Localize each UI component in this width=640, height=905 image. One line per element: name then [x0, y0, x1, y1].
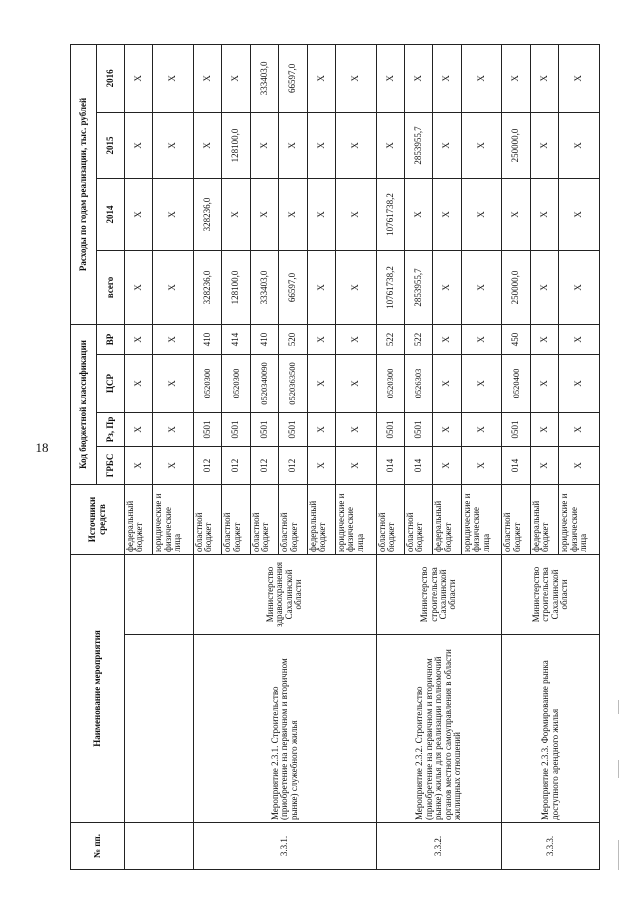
y2015-cell: 128100,0	[222, 112, 250, 178]
grbs-cell: Х	[335, 446, 376, 484]
scan-mark	[618, 700, 619, 714]
header-grbs: ГРБС	[97, 446, 125, 484]
source-cell: областной бюджет	[405, 484, 433, 554]
csr-cell: 0520400	[502, 354, 530, 412]
vr-cell: 410	[194, 324, 222, 354]
y2016-cell: Х	[194, 44, 222, 112]
header-csr: ЦСР	[97, 354, 125, 412]
grbs-cell: Х	[530, 446, 558, 484]
rzpr-cell: Х	[153, 412, 194, 446]
executor: Министерство строительства Сахалинской области	[376, 554, 502, 634]
y2014-cell: Х	[307, 178, 335, 250]
executor: Министерство здравоохранения Сахалинской области	[194, 554, 377, 634]
executor: Министерство строительства Сахалинской области	[502, 554, 600, 634]
source-cell: юридические и физические лица	[559, 484, 600, 554]
y2016-cell: Х	[376, 44, 404, 112]
grbs-cell: 012	[250, 446, 278, 484]
y2014-cell: Х	[502, 178, 530, 250]
vr-cell: Х	[153, 324, 194, 354]
csr-cell: Х	[335, 354, 376, 412]
y2016-cell: 333403,0	[250, 44, 278, 112]
source-cell: федеральный бюджет	[307, 484, 335, 554]
header-vr: ВР	[97, 324, 125, 354]
grbs-cell: 014	[376, 446, 404, 484]
source-cell: федеральный бюджет	[125, 484, 153, 554]
y2015-cell: Х	[307, 112, 335, 178]
total-cell: 333403,0	[250, 250, 278, 324]
total-cell: Х	[461, 250, 502, 324]
source-cell: областной бюджет	[194, 484, 222, 554]
y2016-cell: Х	[502, 44, 530, 112]
y2016-cell: Х	[461, 44, 502, 112]
source-cell: юридические и физические лица	[153, 484, 194, 554]
y2014-cell: Х	[461, 178, 502, 250]
y2014-cell: Х	[335, 178, 376, 250]
row-name-empty	[125, 635, 194, 823]
vr-cell: 414	[222, 324, 250, 354]
csr-cell: Х	[433, 354, 461, 412]
y2014-cell: Х	[125, 178, 153, 250]
row-num: 3.3.1.	[194, 823, 377, 870]
y2015-cell: Х	[153, 112, 194, 178]
table-row	[194, 44, 222, 869]
page-number: 18	[35, 440, 49, 455]
rzpr-cell: Х	[433, 412, 461, 446]
rzpr-cell: 0501	[502, 412, 530, 446]
y2014-cell: Х	[279, 178, 307, 250]
y2016-cell: 66597,0	[279, 44, 307, 112]
header-expenses: Расходы по годам реализации, тыс. рублей	[71, 44, 97, 324]
y2015-cell: Х	[530, 112, 558, 178]
vr-cell: Х	[530, 324, 558, 354]
rzpr-cell: 0501	[194, 412, 222, 446]
vr-cell: Х	[335, 324, 376, 354]
vr-cell: 410	[250, 324, 278, 354]
total-cell: Х	[559, 250, 600, 324]
csr-cell: Х	[125, 354, 153, 412]
scan-mark	[618, 840, 619, 870]
csr-cell: 0520300	[194, 354, 222, 412]
rzpr-cell: 0501	[222, 412, 250, 446]
grbs-cell: 012	[222, 446, 250, 484]
csr-cell: Х	[153, 354, 194, 412]
y2015-cell: Х	[335, 112, 376, 178]
rzpr-cell: Х	[461, 412, 502, 446]
rzpr-cell: Х	[335, 412, 376, 446]
vr-cell: Х	[433, 324, 461, 354]
total-cell: 66597,0	[279, 250, 307, 324]
y2014-cell: Х	[559, 178, 600, 250]
y2016-cell: Х	[307, 44, 335, 112]
y2015-cell: Х	[376, 112, 404, 178]
y2014-cell: 328236,0	[194, 178, 222, 250]
y2014-cell: Х	[153, 178, 194, 250]
measure-name: Мероприятие 2.3.2. Строительство (приобретение на первичном и вторичном рынке) жилья для реализации полномочий органов местного самоуправления в области жилищных отношений	[376, 635, 502, 823]
total-cell: 250000,0	[502, 250, 530, 324]
y2014-cell: Х	[250, 178, 278, 250]
vr-cell: 450	[502, 324, 530, 354]
csr-cell: 0526303	[405, 354, 433, 412]
y2016-cell: Х	[125, 44, 153, 112]
y2015-cell: 250000,0	[502, 112, 530, 178]
total-cell: Х	[125, 250, 153, 324]
header-2014: 2014	[97, 178, 125, 250]
y2014-cell: Х	[222, 178, 250, 250]
source-cell: областной бюджет	[502, 484, 530, 554]
y2016-cell: Х	[530, 44, 558, 112]
header-rzpr: Рз, Пр	[97, 412, 125, 446]
csr-cell: Х	[530, 354, 558, 412]
rotated-table-page	[70, 45, 600, 870]
csr-cell: Х	[307, 354, 335, 412]
grbs-cell: Х	[461, 446, 502, 484]
header-total: всего	[97, 250, 125, 324]
y2015-cell: Х	[279, 112, 307, 178]
csr-cell: 0520363500	[279, 354, 307, 412]
grbs-cell: Х	[125, 446, 153, 484]
rzpr-cell: 0501	[376, 412, 404, 446]
source-cell: юридические и физические лица	[335, 484, 376, 554]
table-row	[125, 44, 153, 869]
total-cell: Х	[335, 250, 376, 324]
y2015-cell: 2853955,7	[405, 112, 433, 178]
rzpr-cell: 0501	[250, 412, 278, 446]
csr-cell: 0520300	[376, 354, 404, 412]
y2015-cell: Х	[125, 112, 153, 178]
row-num: 3.3.2.	[376, 823, 502, 870]
y2016-cell: Х	[405, 44, 433, 112]
vr-cell: Х	[461, 324, 502, 354]
y2014-cell: Х	[530, 178, 558, 250]
measure-name: Мероприятие 2.3.1. Строительство (приобретение на первичном и вторичном рынке) служебного жилья	[194, 635, 377, 823]
header-name: Наименование мероприятия	[71, 554, 125, 822]
total-cell: 128100,0	[222, 250, 250, 324]
total-cell: Х	[153, 250, 194, 324]
total-cell: Х	[530, 250, 558, 324]
grbs-cell: Х	[559, 446, 600, 484]
y2016-cell: Х	[559, 44, 600, 112]
rzpr-cell: Х	[125, 412, 153, 446]
csr-cell: 0520300	[222, 354, 250, 412]
y2015-cell: Х	[250, 112, 278, 178]
grbs-cell: Х	[433, 446, 461, 484]
total-cell: Х	[433, 250, 461, 324]
y2016-cell: Х	[222, 44, 250, 112]
header-sources: Источники средств	[71, 484, 125, 554]
vr-cell: Х	[559, 324, 600, 354]
source-cell: областной бюджет	[250, 484, 278, 554]
header-budget-code: Код бюджетной классификации	[71, 324, 97, 484]
y2016-cell: Х	[153, 44, 194, 112]
grbs-cell: 012	[279, 446, 307, 484]
total-cell: Х	[307, 250, 335, 324]
vr-cell: 520	[279, 324, 307, 354]
scan-mark	[618, 760, 619, 778]
vr-cell: 522	[376, 324, 404, 354]
total-cell: 328236,0	[194, 250, 222, 324]
rzpr-cell: 0501	[405, 412, 433, 446]
source-cell: областной бюджет	[279, 484, 307, 554]
header-num: № пп.	[71, 823, 125, 870]
y2014-cell: 10761738,2	[376, 178, 404, 250]
vr-cell: 522	[405, 324, 433, 354]
expense-table	[70, 44, 600, 870]
rzpr-cell: Х	[559, 412, 600, 446]
rzpr-cell: Х	[530, 412, 558, 446]
grbs-cell: Х	[153, 446, 194, 484]
y2016-cell: Х	[335, 44, 376, 112]
vr-cell: Х	[125, 324, 153, 354]
y2015-cell: Х	[433, 112, 461, 178]
csr-cell: Х	[461, 354, 502, 412]
table-row	[502, 44, 530, 869]
total-cell: 2853955,7	[405, 250, 433, 324]
row-num-empty	[125, 823, 194, 870]
csr-cell: 0520340090	[250, 354, 278, 412]
vr-cell: Х	[307, 324, 335, 354]
grbs-cell: 014	[502, 446, 530, 484]
row-num: 3.3.3.	[502, 823, 600, 870]
source-cell: областной бюджет	[222, 484, 250, 554]
y2015-cell: Х	[559, 112, 600, 178]
csr-cell: Х	[559, 354, 600, 412]
source-cell: областной бюджет	[376, 484, 404, 554]
header-2016: 2016	[97, 44, 125, 112]
rzpr-cell: 0501	[279, 412, 307, 446]
measure-name: Мероприятие 2.3.3. Формирование рынка доступного арендного жилья	[502, 635, 600, 823]
y2015-cell: Х	[461, 112, 502, 178]
source-cell: федеральный бюджет	[433, 484, 461, 554]
source-cell: юридические и физические лица	[461, 484, 502, 554]
grbs-cell: 014	[405, 446, 433, 484]
y2014-cell: Х	[405, 178, 433, 250]
y2015-cell: Х	[194, 112, 222, 178]
total-cell: 10761738,2	[376, 250, 404, 324]
table-row	[376, 44, 404, 869]
y2016-cell: Х	[433, 44, 461, 112]
header-2015: 2015	[97, 112, 125, 178]
rzpr-cell: Х	[307, 412, 335, 446]
y2014-cell: Х	[433, 178, 461, 250]
grbs-cell: Х	[307, 446, 335, 484]
row-executor-empty	[125, 554, 194, 634]
source-cell: федеральный бюджет	[530, 484, 558, 554]
grbs-cell: 012	[194, 446, 222, 484]
